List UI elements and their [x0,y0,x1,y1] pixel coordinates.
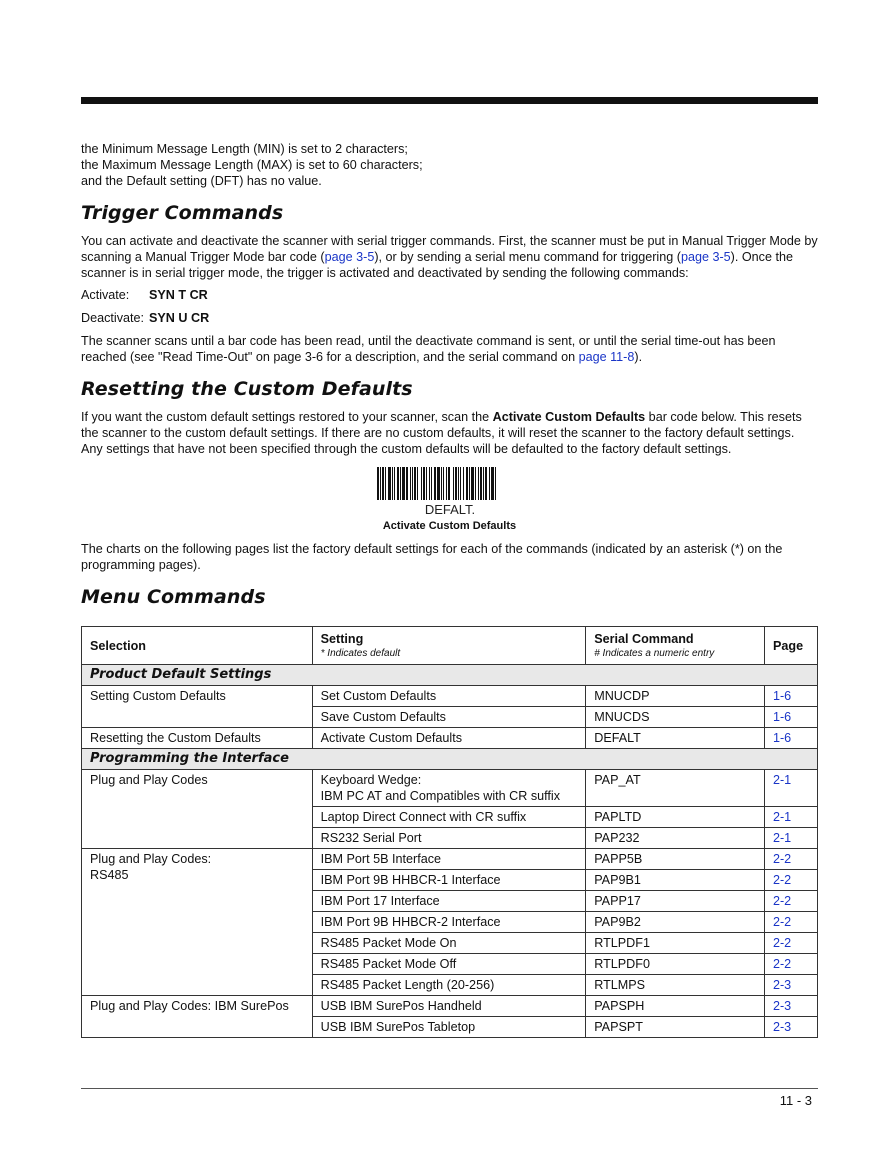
page-link-cell[interactable]: 2-1 [764,807,817,828]
col-header-page [764,627,817,665]
barcode-bar [443,467,444,500]
serial-command-cell: PAPSPT [586,1017,765,1038]
serial-command-cell: PAP_AT [586,770,765,807]
barcode-bar [485,467,487,500]
col-header-setting [312,627,586,665]
setting-cell: Laptop Direct Connect with CR suffix [312,807,586,828]
barcode-bar [406,467,408,500]
table-row [82,770,818,807]
barcode-bar [434,467,436,500]
setting-cell: Activate Custom Defaults [312,728,586,749]
setting-cell: USB IBM SurePos Handheld [312,996,586,1017]
reset-paragraph-2: The charts on the following pages list the factory default settings for each of the commands (indicated by an asterisk (*) on the programming pages). [81,542,783,572]
page-link-cell[interactable]: 2-1 [764,770,817,807]
setting-cell: IBM Port 9B HHBCR-1 Interface [312,870,586,891]
section-title: Programming the Interface [82,749,818,770]
col-header-serial-command [586,627,765,665]
footer-rule [81,1088,818,1089]
barcode-bar [446,467,447,500]
menu-commands-heading: Menu Commands [81,586,266,608]
selection-cell: Plug and Play Codes: IBM SurePos [82,996,313,1038]
barcode-image [375,467,525,517]
bold-run: Activate Custom Defaults [492,410,646,424]
barcode-bar [455,467,457,500]
deactivate-label: Deactivate: [81,311,144,325]
setting-cell: IBM Port 5B Interface [312,849,586,870]
deactivate-code: SYN U CR [149,311,210,325]
barcode-bar [475,467,476,500]
text-run: The scanner scans until a bar code has been read, until the deactivate command is sent, or until the serial time-out has been reached (see "Read Time-Out" on page 3-6 for a description, and the serial command on [81,334,776,364]
barcode-bar [417,467,418,500]
barcode-bar [410,467,411,500]
activate-label: Activate: [81,288,130,302]
page-link-cell[interactable]: 2-2 [764,870,817,891]
setting-cell: IBM Port 17 Interface [312,891,586,912]
header-label: Serial Command [594,632,694,646]
text-run: ). [634,350,643,364]
barcode-bar [388,467,391,500]
setting-cell: USB IBM SurePos Tabletop [312,1017,586,1038]
page-link-cell[interactable]: 2-2 [764,891,817,912]
trigger-commands-heading: Trigger Commands [81,202,284,224]
barcode-bar [489,467,490,500]
page-link-cell[interactable]: 2-3 [764,996,817,1017]
barcode-bar [495,467,496,500]
barcode-bar [377,467,379,500]
barcode-bar [414,467,416,500]
page-link-cell[interactable]: 2-2 [764,849,817,870]
page-link[interactable]: page 3-5 [324,250,375,264]
selection-cell: Plug and Play Codes [82,770,313,849]
header-label: Page [772,638,804,653]
barcode-bar [460,467,461,500]
section-row [82,749,818,770]
intro-line-1: the Minimum Message Length (MIN) is set to 2 characters; [81,142,408,156]
barcode-bar [469,467,470,500]
intro-line-3: and the Default setting (DFT) has no value. [81,174,322,188]
setting-cell: Set Custom Defaults [312,686,586,707]
deactivate-command [81,310,818,326]
barcode-bar [453,467,454,500]
selection-cell: Plug and Play Codes: RS485 [82,849,313,996]
barcode-bar [448,467,450,500]
setting-cell: RS485 Packet Length (20-256) [312,975,586,996]
barcode-bar [426,467,427,500]
barcode-bar [437,467,440,500]
barcode-bar [385,467,386,500]
barcode-bar [412,467,413,500]
header-note: # Indicates a numeric entry [594,648,715,659]
barcode-bar [423,467,425,500]
reset-paragraph-1 [81,409,818,457]
text-run: You can activate and deactivate the scanner with serial trigger commands. First, the scanner must be put in Manual Trigger Mode by scanning a Manual Trigger Mode bar code ( [81,234,818,264]
setting-cell: Keyboard Wedge: IBM PC AT and Compatibles with CR suffix [312,770,586,807]
header-label: Setting [320,632,364,646]
page-link-cell[interactable]: 2-3 [764,975,817,996]
barcode-bar [478,467,479,500]
barcode-caption: Activate Custom Defaults [382,520,517,532]
serial-command-cell: PAP9B2 [586,912,765,933]
barcode-bar [458,467,459,500]
activate-code: SYN T CR [149,288,208,302]
barcode-bar [483,467,484,500]
barcode-bar [431,467,432,500]
barcode-bar [397,467,399,500]
intro-line-2: the Maximum Message Length (MAX) is set to 60 characters; [81,158,423,172]
header-label: Selection [90,638,146,653]
col-header-selection [82,627,313,665]
barcode-text: DEFALT. [424,502,475,517]
barcode-bar [392,467,393,500]
text-run: ). Once the scanner is in serial trigger mode, the trigger is activated and deactivated by sending the following commands: [81,250,793,280]
setting-cell: RS485 Packet Mode Off [312,954,586,975]
table-body [82,665,818,1038]
barcode-bar [441,467,442,500]
barcode-bar [394,467,395,500]
barcode-bar [380,467,381,500]
serial-command-cell: PAPP5B [586,849,765,870]
activate-custom-defaults-barcode-block [81,467,818,533]
reset-defaults-heading: Resetting the Custom Defaults [81,378,413,400]
barcode-bar [463,467,464,500]
setting-cell: RS232 Serial Port [312,828,586,849]
trigger-paragraph-2 [81,333,818,365]
setting-cell: Save Custom Defaults [312,707,586,728]
menu-commands-table [81,626,818,1038]
section-row [82,665,818,686]
selection-cell: Resetting the Custom Defaults [82,728,313,749]
activate-command [81,287,818,303]
table-row [82,728,818,749]
barcode-bar [402,467,405,500]
text-run: If you want the custom default settings restored to your scanner, scan the [81,410,493,424]
table-row [82,996,818,1017]
page-link-cell[interactable]: 1-6 [764,728,817,749]
page-number: 11 - 3 [779,1093,812,1108]
page-link-cell[interactable]: 1-6 [764,686,817,707]
page-link[interactable]: page 11-8 [578,350,635,364]
barcode-bar [466,467,468,500]
serial-command-cell: MNUCDS [586,707,765,728]
barcode-bar [471,467,474,500]
serial-command-cell: RTLPDF0 [586,954,765,975]
page-link-cell[interactable]: 2-2 [764,954,817,975]
page-link-cell[interactable]: 2-2 [764,912,817,933]
barcode-bar [400,467,401,500]
table-row [82,686,818,707]
page-link[interactable]: page 3-5 [680,250,731,264]
page-link-cell[interactable]: 2-3 [764,1017,817,1038]
serial-command-cell: PAPP17 [586,891,765,912]
header-rule [81,97,818,104]
serial-command-cell: MNUCDP [586,686,765,707]
header-note: * Indicates default [320,648,401,659]
barcode-bar [421,467,422,500]
section-title: Product Default Settings [82,665,818,686]
serial-command-cell: PAPLTD [586,807,765,828]
page-link-cell[interactable]: 2-2 [764,933,817,954]
barcode-bar [491,467,494,500]
trigger-paragraph-1 [81,233,818,281]
text-run: bar code below. This resets the scanner to the custom default settings. If there are no custom defaults, it will reset the scanner to the factory default settings. Any settings that have not been specified through the custom defaults will be defaulted to the factory default settings. [81,410,802,456]
setting-cell: IBM Port 9B HHBCR-2 Interface [312,912,586,933]
serial-command-cell: DEFALT [586,728,765,749]
barcode-bar [480,467,482,500]
serial-command-cell: PAP232 [586,828,765,849]
barcode-bar [382,467,384,500]
table-row [82,849,818,870]
page-link-cell[interactable]: 2-1 [764,828,817,849]
serial-command-cell: PAPSPH [586,996,765,1017]
barcode-bar [429,467,430,500]
page-link-cell[interactable]: 1-6 [764,707,817,728]
setting-cell: RS485 Packet Mode On [312,933,586,954]
serial-command-cell: PAP9B1 [586,870,765,891]
selection-cell: Setting Custom Defaults [82,686,313,728]
text-run: ), or by sending a serial menu command for triggering ( [374,250,681,264]
table-header-row [82,627,818,665]
page-content [81,141,818,1038]
serial-command-cell: RTLMPS [586,975,765,996]
serial-command-cell: RTLPDF1 [586,933,765,954]
